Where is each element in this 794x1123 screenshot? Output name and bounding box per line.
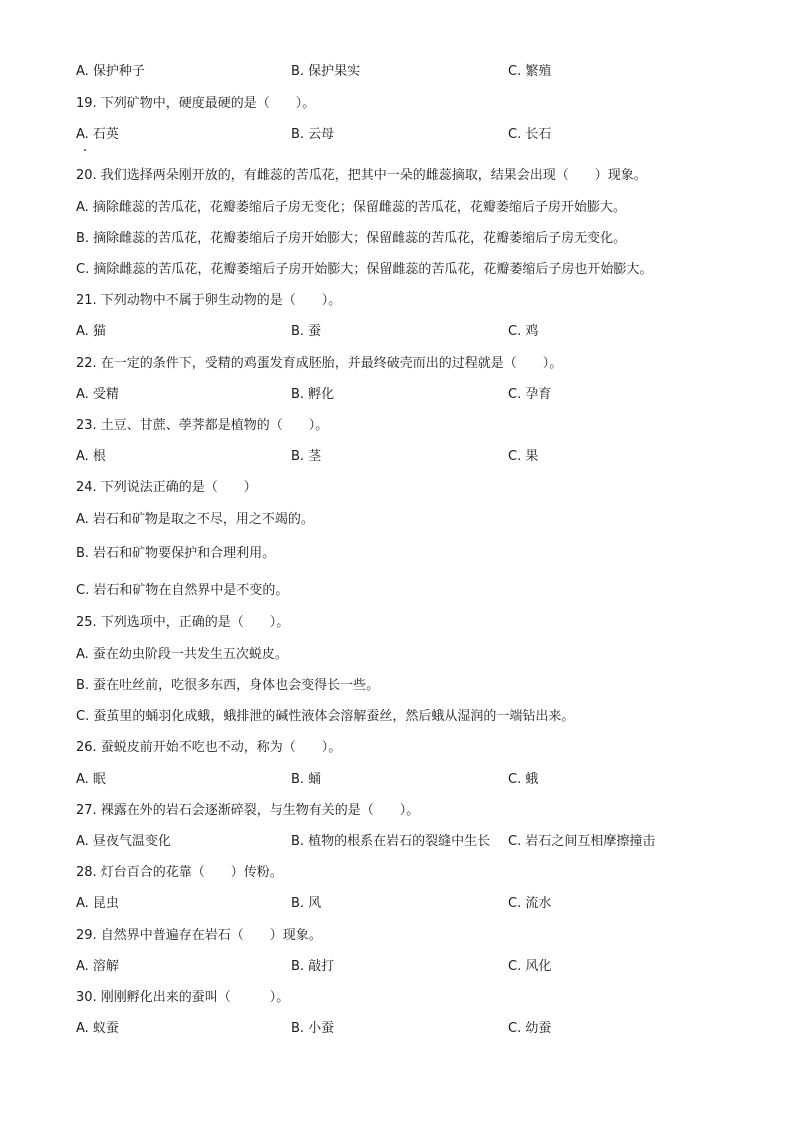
q30-option-c: C. 幼蚕 bbox=[508, 1021, 552, 1036]
q25-stem: 25. 下列选项中，正确的是（ ）。 bbox=[76, 615, 290, 630]
q25-option-c: C. 蚕茧里的蛹羽化成蛾，蛾排泄的碱性液体会溶解蚕丝，然后蛾从湿润的一端钻出来。 bbox=[76, 709, 575, 724]
q23-option-c: C. 果 bbox=[508, 449, 539, 464]
q29-stem: 29. 自然界中普遍存在岩石（ ）现象。 bbox=[76, 928, 322, 943]
q25-option-a: A. 蚕在幼虫阶段一共发生五次蜕皮。 bbox=[76, 647, 288, 662]
q30-option-a: A. 蚁蚕 bbox=[76, 1021, 119, 1036]
q21-option-c: C. 鸡 bbox=[508, 324, 539, 339]
q23-option-a: A. 根 bbox=[76, 449, 106, 464]
q21-option-b: B. 蚕 bbox=[291, 324, 322, 339]
q22-stem: 22. 在一定的条件下，受精的鸡蛋发育成胚胎，并最终破壳而出的过程就是（ ）。 bbox=[76, 356, 563, 371]
q27-option-a: A. 昼夜气温变化 bbox=[76, 834, 171, 849]
q27-stem: 27. 裸露在外的岩石会逐渐碎裂，与生物有关的是（ ）。 bbox=[76, 803, 420, 818]
q18-option-b: B. 保护果实 bbox=[291, 64, 361, 79]
q29-option-c: C. 风化 bbox=[508, 959, 552, 974]
q24-option-b: B. 岩石和矿物要保护和合理利用。 bbox=[76, 546, 276, 561]
q25-option-b: B. 蚕在吐丝前，吃很多东西，身体也会变得长一些。 bbox=[76, 678, 380, 693]
q28-option-c: C. 流水 bbox=[508, 896, 552, 911]
q22-option-a: A. 受精 bbox=[76, 387, 119, 402]
q28-option-a: A. 昆虫 bbox=[76, 896, 119, 911]
q22-option-b: B. 孵化 bbox=[291, 387, 335, 402]
q20-option-c: C. 摘除雌蕊的苦瓜花，花瓣萎缩后子房开始膨大；保留雌蕊的苦瓜花，花瓣萎缩后子房也开始膨大。 bbox=[76, 262, 653, 277]
q26-option-a: A. 眠 bbox=[76, 772, 106, 787]
q19-option-c: C. 长石 bbox=[508, 127, 552, 142]
q20-option-b: B. 摘除雌蕊的苦瓜花，花瓣萎缩后子房开始膨大；保留雌蕊的苦瓜花，花瓣萎缩后子房无变化。 bbox=[76, 231, 627, 246]
q28-option-b: B. 风 bbox=[291, 896, 322, 911]
q30-option-b: B. 小蚕 bbox=[291, 1021, 335, 1036]
q27-option-b: B. 植物的根系在岩石的裂缝中生长 bbox=[291, 834, 491, 849]
q24-option-c: C. 岩石和矿物在自然界中是不变的。 bbox=[76, 583, 289, 598]
stray-mark bbox=[84, 149, 86, 151]
q26-option-b: B. 蛹 bbox=[291, 772, 322, 787]
q19-option-b: B. 云母 bbox=[291, 127, 335, 142]
q29-option-b: B. 敲打 bbox=[291, 959, 335, 974]
q23-stem: 23. 土豆、甘蔗、荸荠都是植物的（ ）。 bbox=[76, 418, 329, 433]
q28-stem: 28. 灯台百合的花靠（ ）传粉。 bbox=[76, 865, 283, 880]
q18-option-c: C. 繁殖 bbox=[508, 64, 552, 79]
q20-stem: 20. 我们选择两朵刚开放的，有雌蕊的苦瓜花，把其中一朵的雌蕊摘取，结果会出现（ ）现象。 bbox=[76, 168, 647, 183]
q19-option-a: A. 石英 bbox=[76, 127, 119, 142]
q30-stem: 30. 刚刚孵化出来的蚕叫（ ）。 bbox=[76, 990, 290, 1005]
q21-stem: 21. 下列动物中不属于卵生动物的是（ ）。 bbox=[76, 293, 342, 308]
q23-option-b: B. 茎 bbox=[291, 449, 322, 464]
q27-option-c: C. 岩石之间互相摩擦撞击 bbox=[508, 834, 656, 849]
q26-stem: 26. 蚕蜕皮前开始不吃也不动，称为（ ）。 bbox=[76, 740, 342, 755]
q24-option-a: A. 岩石和矿物是取之不尽，用之不竭的。 bbox=[76, 512, 314, 527]
q24-stem: 24. 下列说法正确的是（ ） bbox=[76, 480, 257, 495]
q18-option-a: A. 保护种子 bbox=[76, 64, 145, 79]
q29-option-a: A. 溶解 bbox=[76, 959, 119, 974]
q19-stem: 19. 下列矿物中，硬度最硬的是（ ）。 bbox=[76, 96, 316, 111]
q21-option-a: A. 猫 bbox=[76, 324, 106, 339]
q22-option-c: C. 孕育 bbox=[508, 387, 552, 402]
q20-option-a: A. 摘除雌蕊的苦瓜花，花瓣萎缩后子房无变化；保留雌蕊的苦瓜花，花瓣萎缩后子房开始膨大。 bbox=[76, 200, 626, 215]
q26-option-c: C. 蛾 bbox=[508, 772, 539, 787]
